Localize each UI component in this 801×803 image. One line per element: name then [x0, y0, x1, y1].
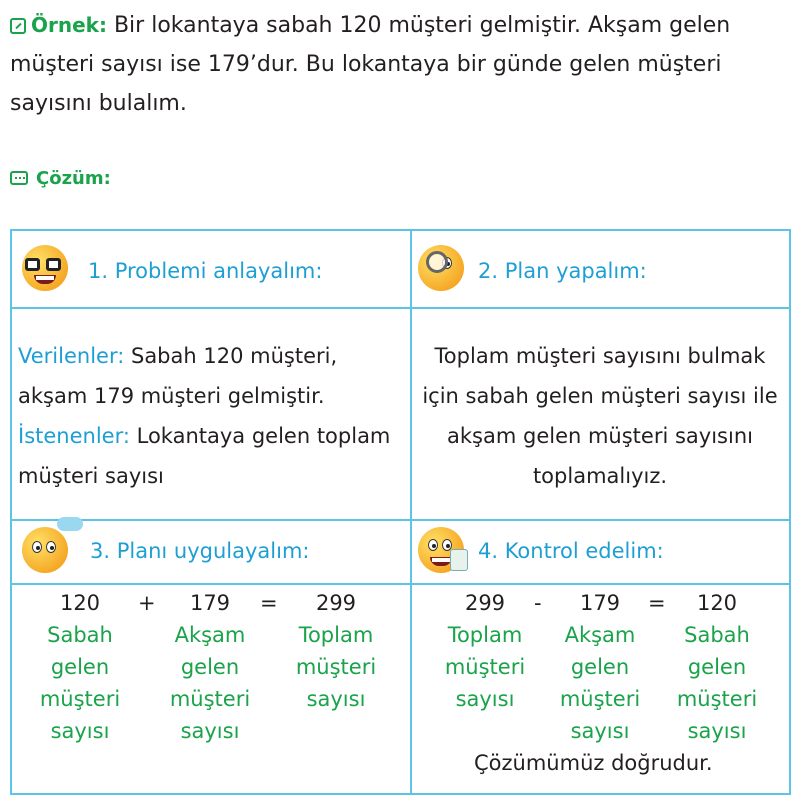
grid-divider-vertical	[410, 231, 412, 793]
step1-title: 1. Problemi anlayalım:	[88, 259, 323, 283]
step2-title: 2. Plan yapalım:	[478, 259, 647, 283]
check-equals: =	[648, 591, 666, 615]
solution-grid	[10, 229, 791, 795]
step4-title: 4. Kontrol edelim:	[478, 539, 664, 563]
plan-text: Toplam müşteri sayısını bulmak için sabah gelen müşteri sayısı ile akşam gelen müşteri sayısını toplamalıyız.	[422, 344, 778, 488]
example-label: Örnek:	[31, 13, 107, 37]
check-term-c	[670, 587, 764, 747]
apply-c-value: 299	[315, 591, 357, 615]
checking-emoji-icon	[418, 527, 464, 573]
apply-a-value: 120	[59, 591, 101, 615]
grid-divider-1	[12, 307, 789, 309]
nerd-emoji-icon	[22, 245, 68, 291]
magnifier-emoji-icon	[418, 245, 464, 291]
solution-heading	[10, 168, 111, 189]
check-term-b	[550, 587, 650, 747]
check-conclusion: Çözümümüz doğrudur.	[474, 751, 713, 775]
grid-divider-2	[12, 519, 789, 521]
apply-b-value: 179	[189, 591, 231, 615]
asked-text: Lokantaya gelen toplam müşteri sayısı	[18, 424, 391, 488]
check-c-label: Sabah gelen müşteri sayısı	[676, 623, 758, 743]
understand-block	[18, 336, 402, 496]
apply-equals: =	[260, 591, 278, 615]
pencil-note-icon	[10, 18, 26, 34]
apply-term-b	[160, 587, 260, 747]
apply-term-a	[30, 587, 130, 747]
check-b-label: Akşam gelen müşteri sayısı	[559, 623, 641, 743]
thinking-emoji-icon	[22, 527, 68, 573]
asked-label: İstenenler:	[18, 424, 130, 448]
apply-b-label: Akşam gelen müşteri sayısı	[169, 623, 251, 743]
apply-c-label: Toplam müşteri sayısı	[295, 623, 377, 711]
example-text: Bir lokantaya sabah 120 müşteri gelmiştir. Akşam gelen müşteri sayısı ise 179’dur. Bu lokantaya bir günde gelen müşteri sayısını bulalım.	[10, 13, 731, 116]
given-text: Sabah 120 müşteri, akşam 179 müşteri gelmiştir.	[18, 344, 338, 408]
check-term-a	[438, 587, 532, 715]
check-minus: -	[534, 591, 542, 615]
check-a-label: Toplam müşteri sayısı	[444, 623, 526, 711]
grid-divider-3	[12, 583, 789, 585]
solution-label: Çözüm:	[36, 168, 111, 189]
speech-bubble-icon	[10, 171, 28, 185]
apply-plus: +	[138, 591, 156, 615]
check-b-value: 179	[579, 591, 621, 615]
apply-term-c	[286, 587, 386, 715]
step3-title: 3. Planı uygulayalım:	[90, 539, 310, 563]
check-a-value: 299	[464, 591, 506, 615]
example-problem	[10, 6, 792, 123]
check-c-value: 120	[696, 591, 738, 615]
apply-a-label: Sabah gelen müşteri sayısı	[39, 623, 121, 743]
given-label: Verilenler:	[18, 344, 125, 368]
